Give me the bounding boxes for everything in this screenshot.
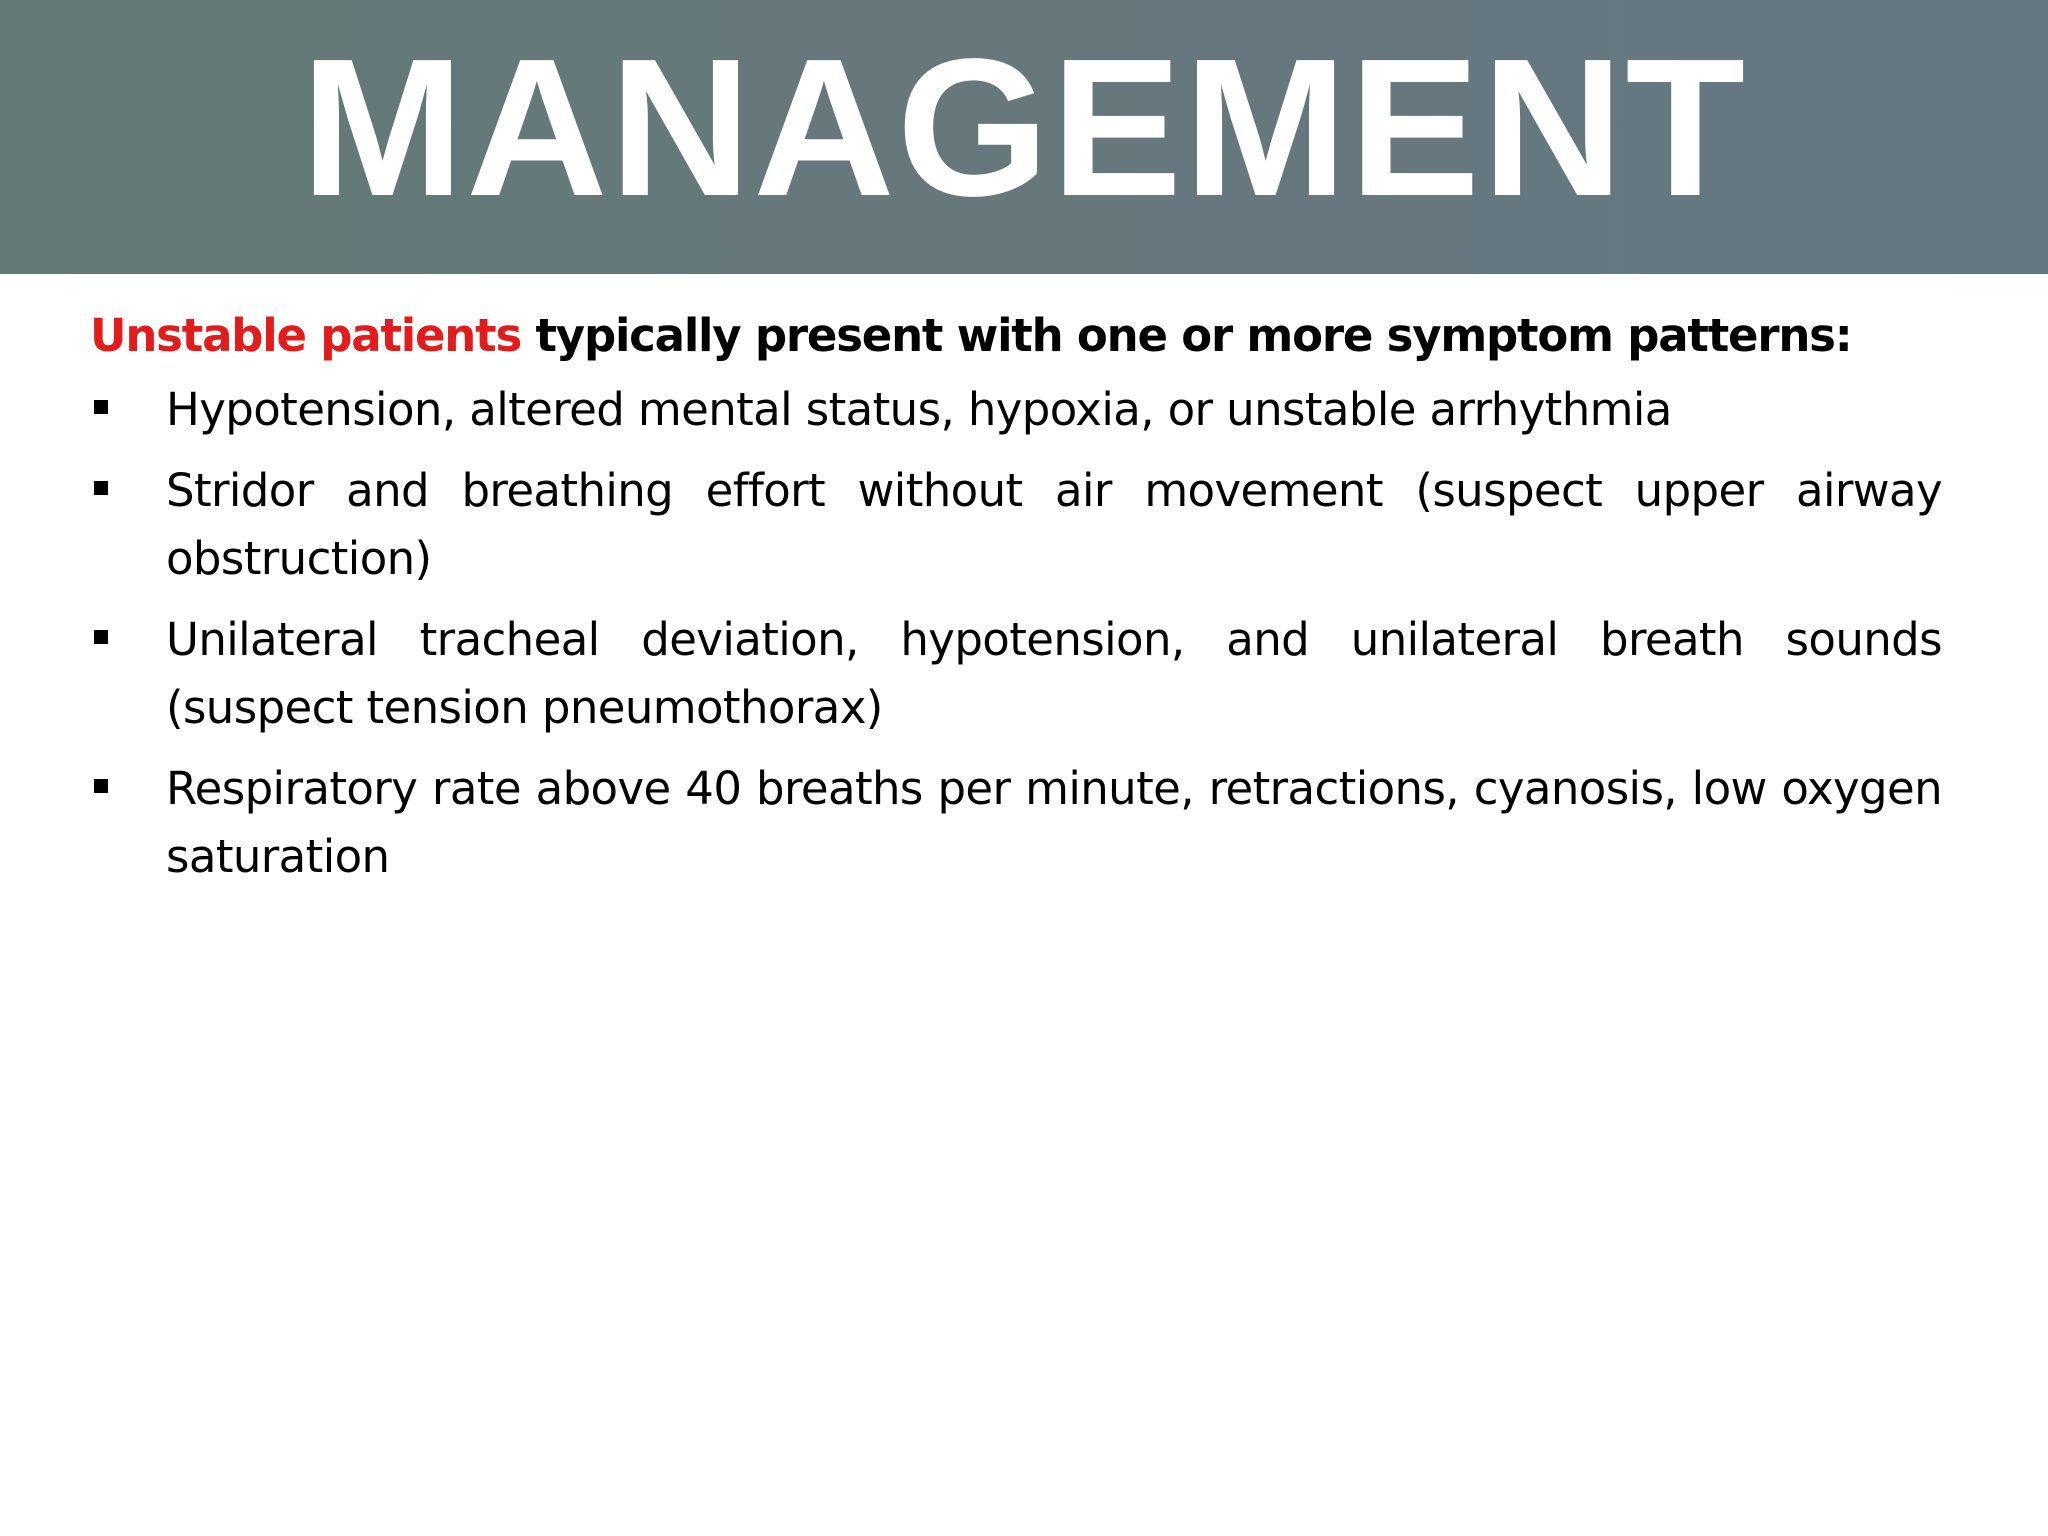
bullet-text: Hypotension, altered mental status, hypoxia, or unstable arrhythmia — [166, 383, 1672, 436]
title-bar — [0, 0, 2048, 274]
bullet-item — [90, 755, 1942, 891]
square-bullet-icon — [94, 400, 108, 414]
bullet-text: Stridor and breathing effort without air movement (suspect upper airway obstruction) — [166, 464, 1942, 585]
bullet-item — [90, 376, 1942, 444]
bullet-list — [90, 376, 1942, 891]
bullet-item — [90, 457, 1942, 593]
square-bullet-icon — [94, 481, 108, 495]
bullet-text: Unilateral tracheal deviation, hypotension, and unilateral breath sounds (suspect tension pneumothorax) — [166, 613, 1942, 734]
slide-title: MANAGEMENT — [300, 18, 1748, 237]
bullet-text: Respiratory rate above 40 breaths per minute, retractions, cyanosis, low oxygen saturation — [166, 762, 1942, 883]
slide-content — [90, 300, 1942, 904]
bullet-item — [90, 606, 1942, 742]
intro-line — [90, 300, 1942, 372]
intro-highlight: Unstable patients — [90, 309, 522, 362]
square-bullet-icon — [94, 779, 108, 793]
intro-text: typically present with one or more symptom patterns: — [521, 309, 1852, 362]
square-bullet-icon — [94, 630, 108, 644]
